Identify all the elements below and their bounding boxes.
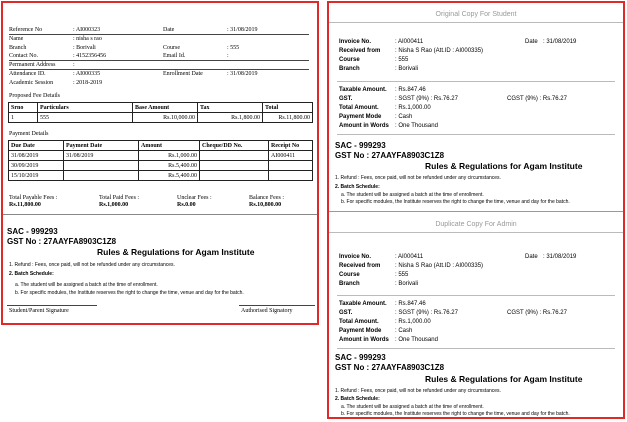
course-value: : 555	[227, 45, 240, 51]
taxable-amount-label: Taxable Amount.	[339, 301, 387, 307]
amount-words-value: : One Thousand	[395, 337, 438, 343]
enrollment-date-label: Enrollment Date	[163, 71, 203, 77]
date-label: Date	[163, 27, 175, 33]
amount-words-label: Amount in Words	[339, 337, 389, 343]
date-label: Date	[525, 254, 538, 260]
rule-refund: 1. Refund : Fees, once paid, will not be refunded under any circumstances.	[9, 262, 175, 268]
unclear-label: Unclear Fees :	[177, 195, 212, 201]
name-label: Name	[9, 36, 24, 42]
total-payable-label: Total Payable Fees :	[9, 195, 58, 201]
payment-table	[8, 140, 313, 181]
table-cell: 15/10/2019	[9, 171, 64, 181]
table-row	[9, 161, 313, 171]
divider	[329, 211, 623, 212]
divider	[337, 348, 615, 349]
column-header: Cheque/DD No.	[200, 141, 269, 151]
balance-value: Rs.10,800.00	[249, 202, 282, 208]
unclear-value: Rs.0.00	[177, 202, 196, 208]
invoice-label: Invoice No.	[339, 39, 372, 45]
signature-line	[239, 305, 315, 306]
student-signature-label: Student/Parent Signature	[9, 308, 69, 314]
divider	[329, 22, 623, 23]
branch-label: Branch	[339, 281, 360, 287]
gst-number: GST No : 27AAYFA8903C1Z8	[335, 363, 445, 372]
total-paid-value: Rs.1,000.00	[99, 202, 129, 208]
received-from-label: Received from	[339, 263, 381, 269]
contact-value: : 4152356456	[73, 53, 107, 59]
attendance-label: Attendance ID.	[9, 71, 46, 77]
payment-details-title: Payment Details	[9, 131, 49, 137]
column-header: Particulars	[38, 103, 133, 113]
reference-no-value: : AI000323	[73, 27, 101, 33]
gst-label: GST.	[339, 310, 353, 316]
fee-details-title: Proposed Fee Details	[9, 93, 60, 99]
table-cell: 555	[38, 113, 133, 123]
branch-value: : Borivali	[395, 66, 419, 72]
payment-mode-label: Payment Mode	[339, 328, 382, 334]
table-row	[9, 113, 313, 123]
amount-words-label: Amount in Words	[339, 123, 389, 129]
table-cell: 31/08/2019	[9, 151, 64, 161]
date-value: : 31/08/2019	[227, 27, 258, 33]
course-label: Course	[339, 57, 360, 63]
enrollment-date-value: : 31/08/2019	[227, 71, 258, 77]
session-label: Academic Session	[9, 80, 54, 86]
address-label: Permanent Address	[9, 62, 56, 68]
received-from-value: : Nisha S Rao (Att.ID : AI000335)	[395, 48, 484, 54]
fee-receipt-panel	[1, 1, 319, 325]
taxable-amount-value: : Rs.847.46	[395, 301, 426, 307]
course-value: : 555	[395, 272, 409, 278]
branch-label: Branch	[9, 45, 27, 51]
divider	[337, 81, 615, 82]
amount-words-value: : One Thousand	[395, 123, 438, 129]
table-cell: Rs.1,000.00	[139, 151, 200, 161]
branch-value: : Borivali	[73, 45, 96, 51]
duplicate-copy-caption: Duplicate Copy For Admin	[435, 221, 517, 228]
branch-value: : Borivali	[395, 281, 419, 287]
table-cell: Rs.10,000.00	[133, 113, 198, 123]
received-from-value: : Nisha S Rao (Att.ID : AI000335)	[395, 263, 484, 269]
table-cell: 1	[9, 113, 38, 123]
table-cell	[64, 161, 139, 171]
sac-code: SAC - 999293	[7, 227, 58, 236]
table-cell: 31/08/2019	[64, 151, 139, 161]
column-header: Tax	[198, 103, 263, 113]
divider	[337, 134, 615, 135]
attendance-value: : AI000335	[73, 71, 101, 77]
rules-title: Rules & Regulations for Agam Institute	[425, 374, 583, 384]
gst-label: GST.	[339, 96, 353, 102]
table-cell	[200, 171, 269, 181]
payment-mode-label: Payment Mode	[339, 114, 382, 120]
table-header-row	[9, 141, 313, 151]
total-amount-value: : Rs.1,000.00	[395, 319, 431, 325]
balance-label: Balance Fees :	[249, 195, 284, 201]
divider	[337, 295, 615, 296]
table-row	[9, 151, 313, 161]
table-cell	[200, 151, 269, 161]
rules-title: Rules & Regulations for Agam Institute	[97, 247, 255, 257]
total-amount-label: Total Amount.	[339, 319, 379, 325]
column-header: Amount	[139, 141, 200, 151]
invoice-value: : AI000411	[395, 39, 424, 45]
cgst-value: CGST (9%) : Rs.76.27	[507, 96, 567, 102]
divider	[9, 34, 309, 35]
divider	[3, 214, 317, 215]
session-value: : 2018-2019	[73, 80, 103, 86]
table-cell: Rs.5,400.00	[139, 171, 200, 181]
sac-code: SAC - 999293	[335, 353, 386, 362]
taxable-amount-value: : Rs.847.46	[395, 87, 426, 93]
sgst-value: : SGST (9%) : Rs.76.27	[395, 310, 458, 316]
total-paid-label: Total Paid Fees :	[99, 195, 140, 201]
column-header: Due Date	[9, 141, 64, 151]
course-label: Course	[163, 45, 180, 51]
address-value: :	[73, 62, 75, 68]
payment-receipt-panel	[327, 1, 625, 419]
course-label: Course	[339, 272, 360, 278]
table-cell	[200, 161, 269, 171]
table-cell: Rs.1,800.00	[198, 113, 263, 123]
original-copy-caption: Original Copy For Student	[435, 11, 517, 18]
table-cell	[64, 171, 139, 181]
table-cell	[269, 161, 313, 171]
email-value: :	[227, 53, 229, 59]
name-value: : nisha s rao	[73, 36, 102, 42]
branch-label: Branch	[339, 66, 360, 72]
rule-batch-a: a. The student will be assigned a batch at the time of enrollment.	[341, 192, 484, 198]
date-label: Date	[525, 39, 538, 45]
rule-batch-a: a. The student will be assigned a batch at the time of enrollment.	[15, 282, 158, 288]
table-cell: Rs.11,800.00	[263, 113, 313, 123]
table-cell	[269, 171, 313, 181]
column-header: Srno	[9, 103, 38, 113]
table-cell: 30/09/2019	[9, 161, 64, 171]
cgst-value: CGST (9%) : Rs.76.27	[507, 310, 567, 316]
rule-batch-b: b. For specific modules, the Institute reserves the right to change the time, venue and day for the batch.	[15, 290, 244, 296]
column-header: Receipt No	[269, 141, 313, 151]
sgst-value: : SGST (9%) : Rs.76.27	[395, 96, 458, 102]
rule-batch-title: 2. Batch Schedule:	[335, 184, 380, 190]
date-value: : 31/08/2019	[543, 39, 577, 45]
total-payable-value: Rs.11,800.00	[9, 202, 41, 208]
rule-batch-title: 2. Batch Schedule:	[335, 396, 380, 402]
table-cell: AI000411	[269, 151, 313, 161]
signature-line	[7, 305, 97, 306]
table-cell: Rs.5,400.00	[139, 161, 200, 171]
authorised-signatory-label: Authorised Signatory	[241, 308, 293, 314]
divider	[9, 60, 309, 61]
table-header-row	[9, 103, 313, 113]
invoice-value: : AI000411	[395, 254, 424, 260]
rule-refund: 1. Refund : Fees, once paid, will not be refunded under any circumstances.	[335, 175, 501, 181]
course-value: : 555	[395, 57, 409, 63]
rule-batch-b: b. For specific modules, the Institute reserves the right to change the time, venue and day for the batch.	[341, 199, 570, 205]
total-amount-label: Total Amount.	[339, 105, 379, 111]
reference-no-label: Reference No	[9, 27, 43, 33]
column-header: Total	[263, 103, 313, 113]
table-row	[9, 171, 313, 181]
email-label: Email Id.	[163, 53, 186, 59]
rules-title: Rules & Regulations for Agam Institute	[425, 161, 583, 171]
received-from-label: Received from	[339, 48, 381, 54]
sac-code: SAC - 999293	[335, 141, 386, 150]
total-amount-value: : Rs.1,000.00	[395, 105, 431, 111]
rule-batch-b: b. For specific modules, the Institute reserves the right to change the time, venue and day for the batch.	[341, 411, 570, 417]
rule-batch-title: 2. Batch Schedule:	[9, 271, 54, 277]
taxable-amount-label: Taxable Amount.	[339, 87, 387, 93]
contact-label: Contact No.	[9, 53, 38, 59]
payment-mode-value: : Cash	[395, 114, 413, 120]
column-header: Payment Date	[64, 141, 139, 151]
payment-mode-value: : Cash	[395, 328, 413, 334]
gst-number: GST No : 27AAYFA8903C1Z8	[335, 151, 445, 160]
column-header: Base Amount	[133, 103, 198, 113]
divider	[329, 232, 623, 233]
date-value: : 31/08/2019	[543, 254, 577, 260]
rule-refund: 1. Refund : Fees, once paid, will not be refunded under any circumstances.	[335, 388, 501, 394]
rule-batch-a: a. The student will be assigned a batch at the time of enrollment.	[341, 404, 484, 410]
gst-number: GST No : 27AAYFA8903C1Z8	[7, 237, 117, 246]
fee-table	[8, 102, 313, 123]
invoice-label: Invoice No.	[339, 254, 372, 260]
divider	[9, 69, 309, 70]
